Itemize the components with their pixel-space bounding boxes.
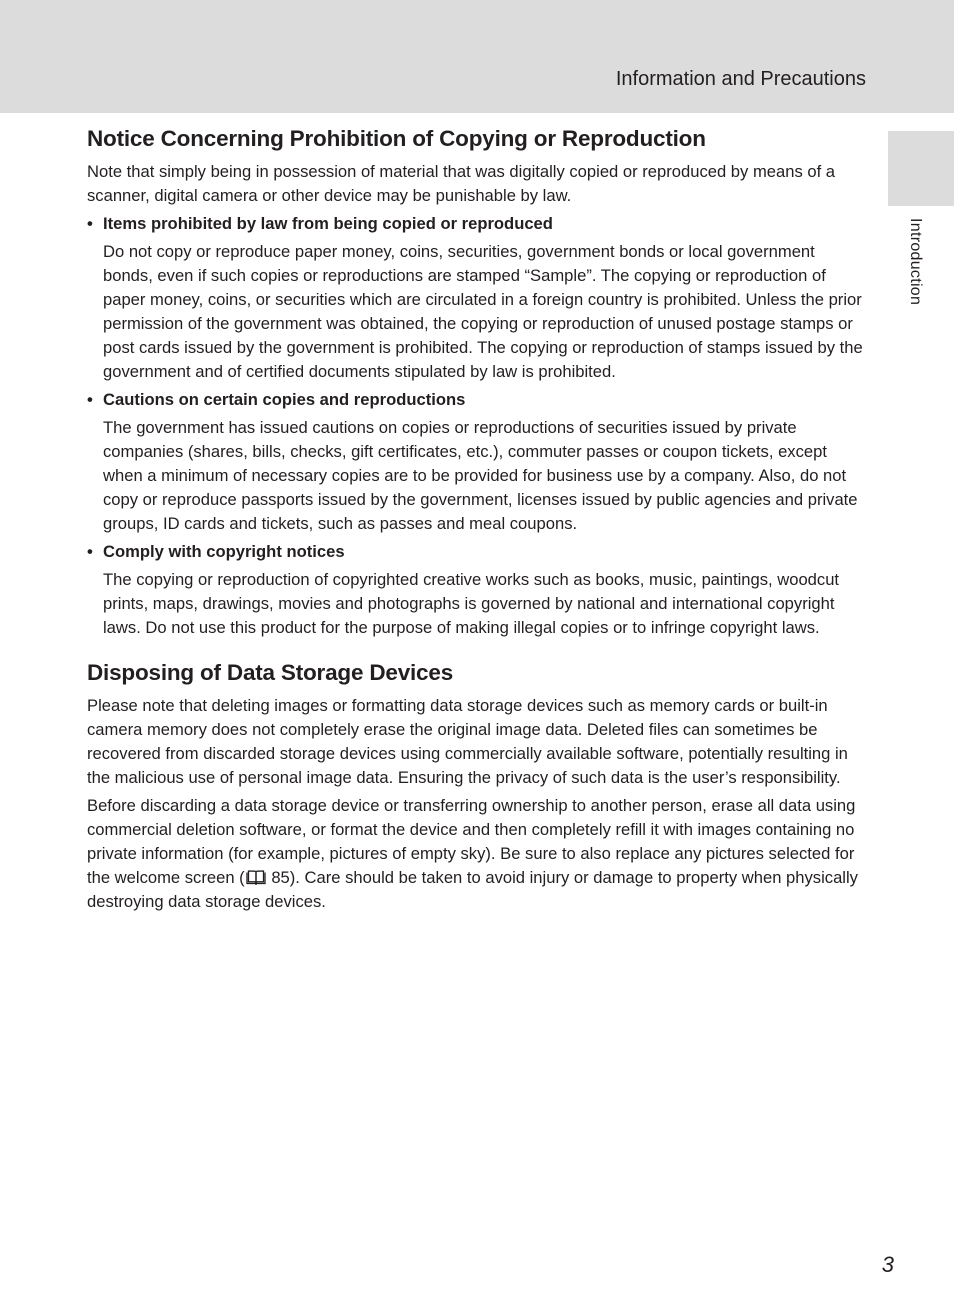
- paragraph-text-after: 85). Care should be taken to avoid injury or damage to property when physically destroying data storage devices.: [87, 868, 858, 911]
- bullet-heading: [87, 388, 867, 412]
- bullet-dot: •: [87, 542, 93, 561]
- paragraph-text-before: Before discarding a data storage device or transferring ownership to another person, erase all data using commercial deletion software, or format the device and then completely refill it with images containing no private information (for example, pictures of empty sky). Be sure to also replace any pictures selected for the welcome screen (: [87, 796, 856, 887]
- bullet-dot: •: [87, 390, 93, 409]
- bullet-body: The government has issued cautions on copies or reproductions of securities issued by private companies (shares, bills, checks, gift certificates, etc.), commuter passes or coupon tickets, except when a minimum of necessary copies are to be provided for business use by a company. Also, do not copy or reproduce passports issued by the government, licenses issued by public agencies and private groups, ID cards and tickets, such as passes and meal coupons.: [103, 418, 858, 533]
- bullet-heading-text: Comply with copyright notices: [103, 542, 345, 561]
- page-content: [87, 124, 867, 918]
- book-icon: [246, 870, 266, 885]
- bullet-body: The copying or reproduction of copyrighted creative works such as books, music, paintings, woodcut prints, maps, drawings, movies and photographs is governed by national and international copyright laws. Do not use this product for the purpose of making illegal copies or to infringe copyright laws.: [103, 570, 840, 637]
- bullet-item: [87, 212, 867, 384]
- side-tab-label: Introduction: [907, 218, 924, 306]
- section-intro: Note that simply being in possession of material that was digitally copied or reproduced by means of a scanner, digital camera or other device may be punishable by law.: [87, 162, 836, 205]
- disposing-paragraph-1: Please note that deleting images or formatting data storage devices such as memory cards or built-in camera memory does not completely erase the original image data. Deleted files can sometimes be recovered from discarded storage devices using commercially available software, potentially resulting in the malicious use of personal image data. Ensuring the privacy of such data is the user’s responsibility.: [87, 696, 848, 787]
- section-title-disposing: Disposing of Data Storage Devices: [87, 660, 454, 685]
- bullet-heading-text: Cautions on certain copies and reproductions: [103, 390, 466, 409]
- header-band: [0, 0, 954, 113]
- section-title-copying: Notice Concerning Prohibition of Copying or Reproduction: [87, 126, 706, 151]
- bullet-heading-text: Items prohibited by law from being copied or reproduced: [103, 214, 553, 233]
- running-header-title: Information and Precautions: [615, 68, 866, 90]
- side-tab: [888, 131, 954, 206]
- bullet-dot: •: [87, 214, 93, 233]
- bullet-body: Do not copy or reproduce paper money, coins, securities, government bonds or local government bonds, even if such copies or reproductions are stamped “Sample”. The copying or reproduction of paper money, coins, or securities which are circulated in a foreign country is prohibited. Unless the prior permission of the government was obtained, the copying or reproduction of unused postage stamps or post cards issued by the government is prohibited. The copying or reproduction of stamps issued by the government and of certified documents stipulated by law is prohibited.: [103, 242, 863, 381]
- disposing-paragraph-2: [87, 794, 867, 914]
- bullet-item: [87, 540, 867, 640]
- bullet-heading: [87, 540, 867, 564]
- bullet-heading: [87, 212, 867, 236]
- bullet-item: [87, 388, 867, 536]
- page-number: 3: [881, 1252, 894, 1277]
